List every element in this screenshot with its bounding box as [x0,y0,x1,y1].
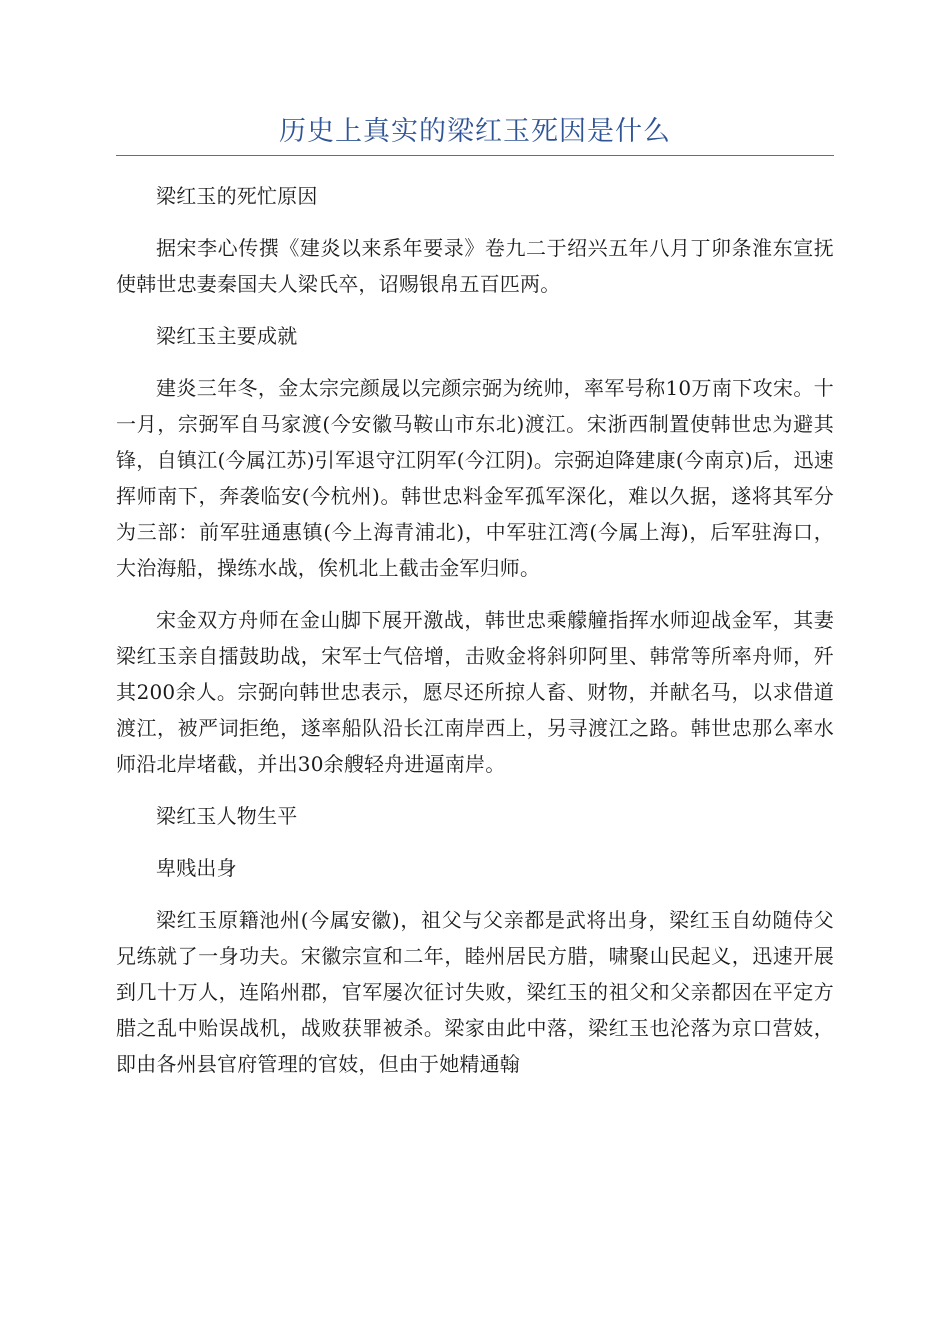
heading-death-cause: 梁红玉的死忙原因 [156,184,318,208]
paragraph-death-record: 据宋李心传撰《建炎以来系年要录》卷九二于绍兴五年八月丁卯条淮东宣抚使韩世忠妻秦国夫人梁氏卒，诏赐银帛五百匹两。 [116,236,834,296]
paragraph-origin: 梁红玉原籍池州(今属安徽)，祖父与父亲都是武将出身，梁红玉自幼随侍父兄练就了一身功夫。宋徽宗宣和二年，睦州居民方腊，啸聚山民起义，迅速开展到几十万人，连陷州郡，官军屡次征讨失败，梁红玉的祖父和父亲都因在平定方腊之乱中贻误战机，战败获罪被杀。梁家由此中落，梁红玉也沦落为京口营妓，即由各州县官府管理的官妓，但由于她精通翰 [116,908,834,1076]
heading-humble-origin: 卑贱出身 [156,856,237,880]
heading-achievements: 梁红玉主要成就 [156,324,298,348]
heading-biography: 梁红玉人物生平 [156,804,298,828]
document-body [116,178,834,1098]
paragraph-jianyan-campaign: 建炎三年冬，金太宗完颜晟以完颜宗弼为统帅，率军号称10万南下攻宋。十一月，宗弼军自马家渡(今安徽马鞍山市东北)渡江。宋浙西制置使韩世忠为避其锋，自镇江(今属江苏)引军退守江阴军(今江阴)。宗弼迫降建康(今南京)后，迅速挥师南下，奔袭临安(今杭州)。韩世忠料金军孤军深化，难以久据，遂将其军分为三部：前军驻通惠镇(今上海青浦北)，中军驻江湾(今属上海)，后军驻海口，大治海船，操练水战，俟机北上截击金军归师。 [116,376,834,580]
paragraph-jinshan-battle: 宋金双方舟师在金山脚下展开激战，韩世忠乘艨艟指挥水师迎战金军，其妻梁红玉亲自擂鼓助战，宋军士气倍增，击败金将斜卯阿里、韩常等所率舟师，歼其200余人。宗弼向韩世忠表示，愿尽还所掠人畜、财物，并献名马，以求借道渡江，被严词拒绝，遂率船队沿长江南岸西上，另寻渡江之路。韩世忠那么率水师沿北岸堵截，并出30余艘轻舟进逼南岸。 [116,608,834,776]
title-underline [116,155,834,156]
document-title: 历史上真实的梁红玉死因是什么 [279,116,671,147]
